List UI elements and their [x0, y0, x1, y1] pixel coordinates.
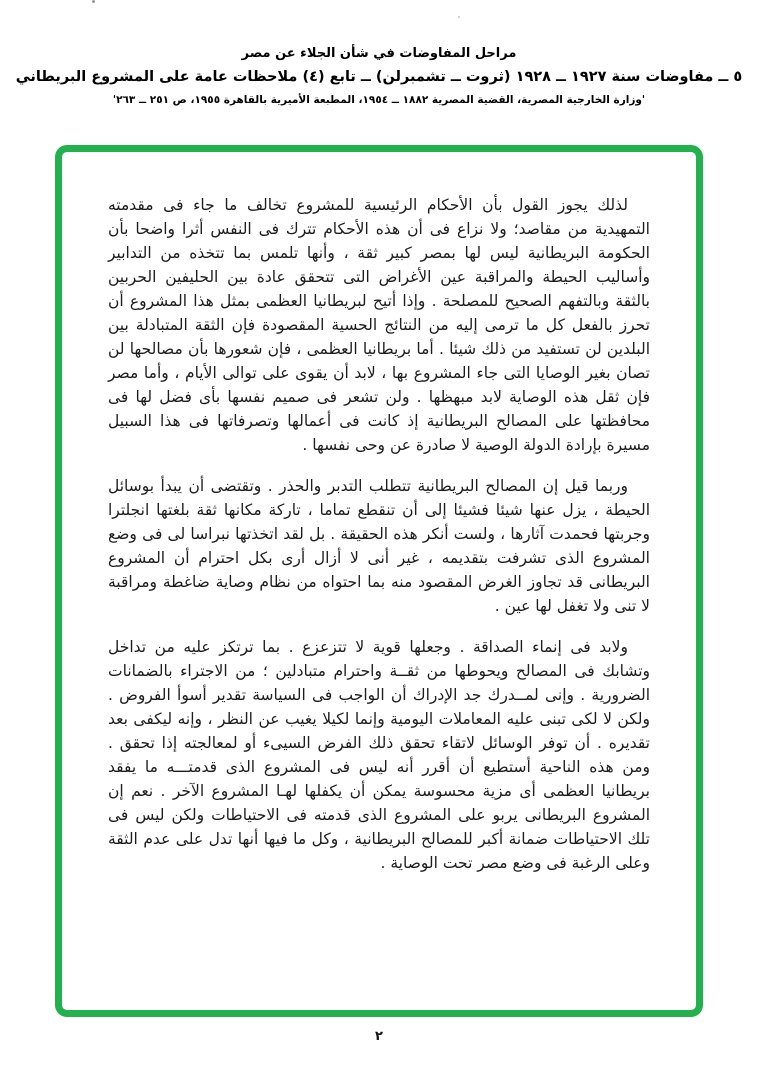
- scanned-page-frame: [55, 145, 703, 1017]
- scanned-text-container: [108, 193, 650, 875]
- scan-paragraph: ولابد فى إنماء الصداقة . وجعلها قوية لا تتزعزع . بما ترتكز عليه من تداخل وتشابك فى المصالح ويحوطها من ثقــة واحترام متبادلين ؛ من الاجتراء بالضمانات الضرورية . وإنى لمــدرك جد الإدراك أن الواجب فى السياسة تقدير أسوأ الفروض . ولكن لا لكى تبنى عليه المعاملات اليومية وإنما لكيلا يغيب عن النظر ، وإنه ليكفى بعد تقديره . أن توفر الوسائل لاتقاء تحقق ذلك الفرض السيىء أو لمعالجته إذا تحقق . ومن هذه الناحية أستطيع أن أقرر أنه ليس فى المشروع الذى قدمتـــه ما يفقد بريطانيا العظمى أى مزية محسوسة يمكن أن يكفلها لهـا المشروع الآخر . نعم إن المشروع البريطانى يربو على المشروع الذى قدمته فى الاحتياطات ولكن ليس فى تلك الاحتياطات ضمانة أكبر للمصالح البريطانية ، وكل ما فيها أنها تدل على عدم الثقة وعلى الرغبة فى وضع مصر تحت الوصاية .: [108, 638, 650, 872]
- scan-artifact-dot: [458, 16, 460, 18]
- scan-paragraph: لذلك يجوز القول بأن الأحكام الرئيسية للمشروع تخالف ما جاء فى مقدمته التمهيدية من مقاصد؛ ولا نزاع فى أن هذه الأحكام تترك فى النفس أثرا واضحا بأن الحكومة البريطانية ليس لها بمصر كبير ثقة ، وأنها تلمس بما تتخذه من التدابير وأساليب الحيطة والمراقبة عين الأغراض التى تتحقق عادة بين الحليفين الحربين بالثقة وبالتفهم الصحيح للمصلحة . وإذا أتيح لبريطانيا العظمى بمثل هذا المشروع أن تحرز بالفعل كل ما ترمى إليه من النتائج الحسية المقصودة فإن الثقة المتبادلة بين البلدين لن تستفيد من ذلك شيئا . أما بريطانيا العظمى ، فإن شعورها بأن مصالحها لن تصان بغير الوصايا التى جاء المشروع بها ، لابد أن يقوى على توالى الأيام ، وأما مصر فإن ثقل هذه الوصاية لابد مبهظها . ولن تشعر فى صميم نفسها بأى فضل لها فى محافظتها على المصالح البريطانية إذ كانت فى أعمالها وتصرفاتها فى هذا السبيل مسيرة بإرادة الدولة الوصية لا صادرة عن وحى نفسها .: [108, 196, 650, 454]
- section-subtitle: ٥ ــ مفاوضات سنة ١٩٢٧ ــ ١٩٢٨ (ثروت ــ تشمبرلن) ــ تابع (٤) ملاحظات عامة على المشروع البريطاني: [15, 69, 743, 85]
- page-number: ٢: [375, 1029, 383, 1044]
- document-header: [0, 46, 758, 106]
- page-title: مراحل المفاوضات في شأن الجلاء عن مصر: [241, 46, 517, 61]
- scan-artifact-dot: [92, 0, 95, 3]
- source-citation: 'وزارة الخارجية المصرية، القضية المصرية ١٨٨٢ ــ ١٩٥٤، المطبعة الأميرية بالقاهرة ١٩٥٥، ص ٢٥١ ــ ٢٦٣': [112, 94, 646, 106]
- scan-paragraph: وربما قيل إن المصالح البريطانية تتطلب التدبر والحذر . وتقتضى أن يبدأ بوسائل الحيطة ، يزل عنها شيئا فشيئا إلى أن تنقطع تماما ، تاركة مكانها ثقة بلغتها انجلترا وجربتها فحمدت آثارها ، ولست أنكر هذه الحقيقة . بل لقد اتخذتها نبراسا لى فى وضع المشروع الذى تشرفت بتقديمه ، غير أنى لا أزال أرى بكل احترام أن المشروع البريطانى قد تجاوز الغرض المقصود منه بما احتواه من نظام وصاية ضاغطة ومراقبة لا تنى ولا تغفل لها عين .: [108, 477, 650, 615]
